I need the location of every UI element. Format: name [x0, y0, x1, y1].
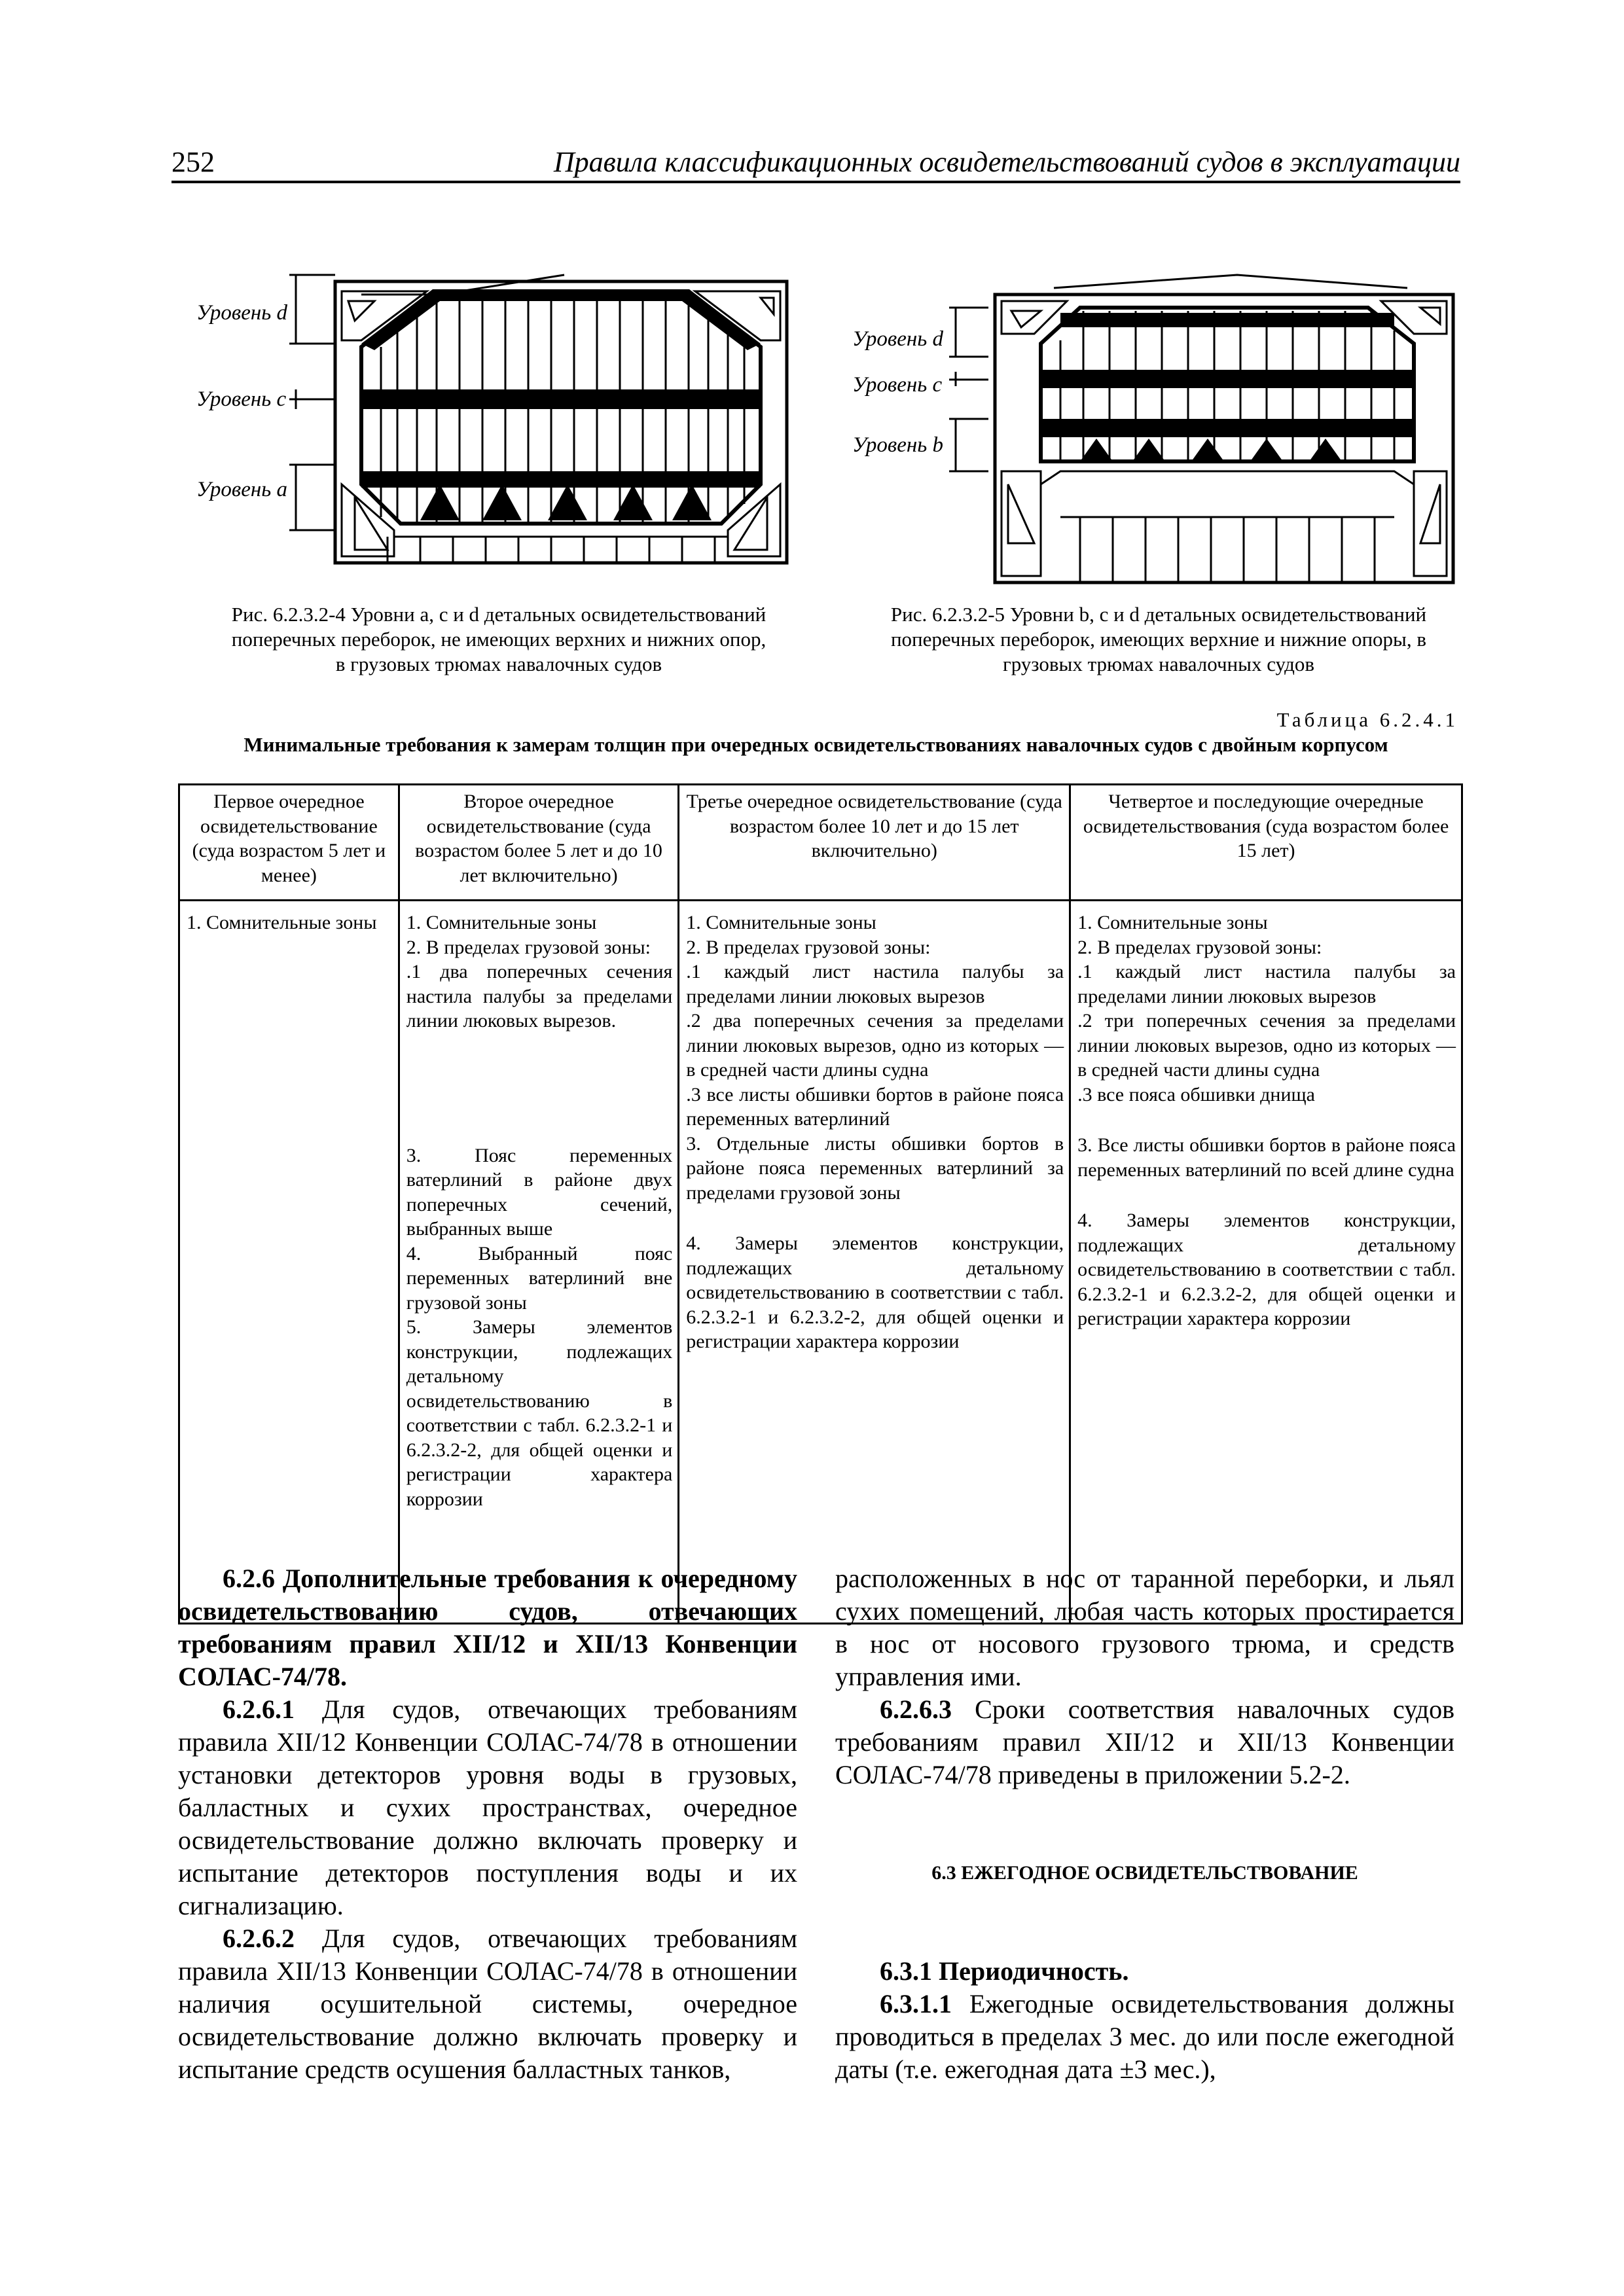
- paragraph-6-2-6-1: [178, 1693, 797, 1922]
- cell-item: 1. Сомнительные зоны: [686, 912, 876, 933]
- thickness-requirements-table: [178, 783, 1463, 1624]
- figure-1: [171, 262, 826, 675]
- cell-third-survey: [679, 901, 1070, 1624]
- page-number: 252: [171, 146, 215, 178]
- cell-fourth-survey: [1070, 901, 1462, 1624]
- figure-1-caption: [171, 602, 826, 677]
- left-column: [178, 1562, 797, 2086]
- paragraph-number: 6.3.1.1: [880, 1989, 952, 2018]
- cell-item: 4. Замеры элементов конструкции, подлежащих детальному освидетельствованию в соответствии с табл. 6.2.3.2-1 и 6.2.3.2-2, для общей оценки и регистрации характера коррозии: [1077, 1210, 1456, 1329]
- paragraph-6-3-1-1: [835, 1988, 1454, 2086]
- right-column: [835, 1562, 1454, 2086]
- level-d-label: Уровень d: [196, 301, 287, 325]
- level-b-label: Уровень b: [852, 433, 943, 457]
- cell-item: 5. Замеры элементов конструкции, подлежащих детальному освидетельствованию в соответствии с табл. 6.2.3.2-1 и 6.2.3.2-2, для общей оценки и регистрации характера коррозии: [406, 1316, 673, 1510]
- figure-1-caption-line: в грузовых трюмах навалочных судов: [335, 653, 662, 675]
- paragraph-number: 6.2.6.2: [223, 1924, 295, 1953]
- cell-item: .1 каждый лист настила палубы за пределами линии люковых вырезов: [1077, 961, 1456, 1007]
- cell-item: 3. Все листы обшивки бортов в районе пояса переменных ватерлиний по всей длине судна: [1077, 1134, 1456, 1181]
- figure-2-caption-line: Рис. 6.2.3.2-5 Уровни b, c и d детальных освидетельствований: [890, 603, 1427, 626]
- cell-item: 2. В пределах грузовой зоны:: [406, 936, 651, 958]
- bulkhead-drawing-1: [171, 262, 826, 602]
- paragraph-text: Ежегодные освидетельствования должны проводиться в пределах 3 мес. до или после ежегодной даты (т.е. ежегодная дата ±3 мес.),: [835, 1989, 1454, 2084]
- paragraph-text: Для судов, отвечающих требованиям правила XII/13 Конвенции СОЛАС-74/78 в отношении наличия осушительной системы, очередное освидетельствование должно включать проверку и испытание средств осушения балластных танков,: [178, 1924, 797, 2084]
- header-first-survey: Первое очередное освидетельствование (суда возрастом 5 лет и менее): [179, 785, 399, 901]
- cell-item: 4. Выбранный пояс переменных ватерлиний вне грузовой зоны: [406, 1242, 673, 1314]
- cell-item: .3 все листы обшивки бортов в районе пояса переменных ватерлиний: [686, 1083, 1064, 1130]
- figure-2-caption-line: грузовых трюмах навалочных судов: [1002, 653, 1315, 675]
- cell-item: .1 каждый лист настила палубы за пределами линии люковых вырезов: [686, 961, 1064, 1007]
- figure-1-caption-line: поперечных переборок, не имеющих верхних и нижних опор,: [231, 628, 767, 651]
- table-title: Минимальные требования к замерам толщин при очередных освидетельствованиях навалочных судов с двойным корпусом: [244, 733, 1388, 756]
- header-third-survey: Третье очередное освидетельствование (суда возрастом более 10 лет и до 15 лет включительно): [679, 785, 1070, 901]
- table-header-row: [179, 785, 1462, 901]
- cell-item: .3 все пояса обшивки днища: [1077, 1083, 1315, 1105]
- cell-second-survey: [399, 901, 679, 1624]
- cell-item: 1. Сомнительные зоны: [1077, 912, 1268, 933]
- paragraph-text: Сроки соответствия навалочных судов требованиям правил XII/12 и XII/13 Конвенции СОЛАС-74/78 приведены в приложении 5.2-2.: [835, 1695, 1454, 1789]
- header-fourth-survey: Четвертое и последующие очередные освидетельствования (суда возрастом более 15 лет): [1070, 785, 1462, 901]
- cell-item: 4. Замеры элементов конструкции, подлежащих детальному освидетельствованию в соответствии с табл. 6.2.3.2-1 и 6.2.3.2-2, для общей оценки и регистрации характера коррозии: [686, 1232, 1064, 1352]
- cell-item: 3. Пояс переменных ватерлиний в районе двух поперечных сечений, выбранных выше: [406, 1144, 673, 1240]
- cell-item: 2. В пределах грузовой зоны:: [1077, 936, 1322, 958]
- paragraph-continuation: расположенных в нос от таранной переборки, и льял сухих помещений, любая часть которых простирается в нос от носового грузового трюма, и средств управления ими.: [835, 1564, 1454, 1691]
- paragraph-text: Для судов, отвечающих требованиям правила XII/12 Конвенции СОЛАС-74/78 в отношении установки детекторов уровня воды в грузовых, балластных и сухих пространствах, очередное освидетельствование должно включать проверку и испытание детекторов поступления воды и их сигнализацию.: [178, 1695, 797, 1920]
- bulkhead-drawing-2: [844, 262, 1473, 602]
- header-second-survey: Второе очередное освидетельствование (суда возрастом более 5 лет и до 10 лет включительно): [399, 785, 679, 901]
- cell-item: .2 три поперечных сечения за пределами линии люковых вырезов, одно из которых — в средней части длины судна: [1077, 1010, 1456, 1081]
- section-heading-6-2-6: 6.2.6 Дополнительные требования к очередному освидетельствованию судов, отвечающих требованиям правил XII/12 и XII/13 Конвенции СОЛАС-74/78.: [178, 1564, 797, 1691]
- level-c-label: Уровень c: [852, 373, 943, 397]
- section-heading-6-3: 6.3 ЕЖЕГОДНОЕ ОСВИДЕТЕЛЬСТВОВАНИЕ: [931, 1862, 1358, 1884]
- paragraph-6-2-6-3: [835, 1693, 1454, 1791]
- figure-2: [844, 262, 1473, 675]
- level-a-label: Уровень a: [196, 478, 287, 501]
- level-d-label: Уровень d: [852, 327, 943, 351]
- cell-item: .1 два поперечных сечения настила палубы за пределами линии люковых вырезов.: [406, 961, 673, 1031]
- subsection-heading-6-3-1: 6.3.1 Периодичность.: [880, 1956, 1129, 1986]
- figure-2-caption-line: поперечных переборок, имеющих верхние и нижние опоры, в: [890, 628, 1427, 651]
- cell-item: .2 два поперечных сечения за пределами линии люковых вырезов, одно из которых — в средней части длины судна: [686, 1010, 1064, 1081]
- paragraph-number: 6.2.6.1: [223, 1695, 295, 1724]
- cell-item: 3. Отдельные листы обшивки бортов в районе пояса переменных ватерлиний за пределами грузовой зоны: [686, 1132, 1064, 1204]
- cell-item: 1. Сомнительные зоны: [406, 912, 597, 933]
- figure-1-caption-line: Рис. 6.2.3.2-4 Уровни a, c и d детальных освидетельствований: [231, 603, 767, 626]
- paragraph-6-2-6-2: [178, 1922, 797, 2086]
- running-title: Правила классификационных освидетельствований судов в эксплуатации: [553, 146, 1460, 178]
- cell-item: 2. В пределах грузовой зоны:: [686, 936, 931, 958]
- header-rule: [171, 181, 1460, 183]
- figure-2-caption: [844, 602, 1473, 677]
- paragraph-number: 6.2.6.3: [880, 1695, 952, 1724]
- table-row: [179, 901, 1462, 1624]
- cell-first-survey: [179, 901, 399, 1624]
- cell-item: 1. Сомнительные зоны: [187, 912, 377, 933]
- level-c-label: Уровень c: [196, 387, 287, 411]
- table-label: Таблица 6.2.4.1: [1276, 708, 1458, 731]
